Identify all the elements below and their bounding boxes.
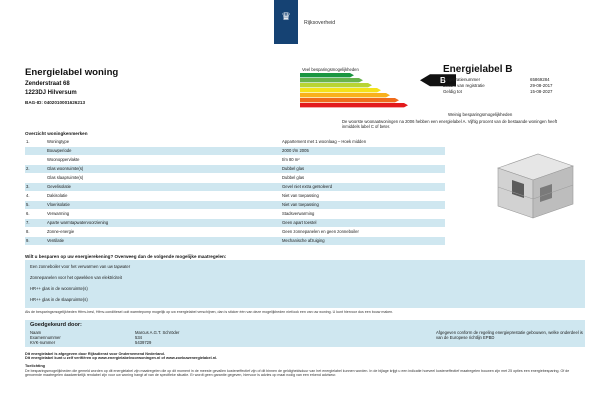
savings-item: HR++ glas in de slaapruimte(s) [30, 297, 88, 302]
meta-value: 65869284 [530, 77, 550, 82]
scale-bar-G [300, 103, 408, 107]
meta-label: Datum van registratie [443, 83, 485, 88]
characteristics-title: Overzicht woningkenmerken [25, 131, 88, 136]
row-value: t/m 80 m² [282, 157, 300, 162]
row-number: 9. [26, 238, 30, 243]
savings-item: Een zonneboiler voor het verwarmen van uw tapwater [30, 264, 131, 269]
row-label: Verwarming [47, 211, 70, 216]
table-row [25, 219, 445, 227]
class-pointer-label: B [440, 76, 446, 86]
row-value: Niet van toepassing [282, 193, 319, 198]
approved-description: Afgegeven conform de regeling energieprestatie gebouwen, welke onderdeel is van de Europese richtlijn EPBD [436, 330, 583, 340]
scale-bar-C [300, 83, 372, 87]
row-number: 5. [26, 202, 30, 207]
meta-value: 29-08-2017 [530, 83, 553, 88]
row-number: 7. [26, 220, 30, 225]
row-label: Glas woonruimte(s) [47, 166, 84, 171]
table-row [25, 210, 445, 218]
row-label: Bouwperiode [47, 148, 72, 153]
table-row [25, 156, 445, 164]
approved-label: Naam [30, 330, 42, 335]
row-label: Dakisolatie [47, 193, 68, 198]
row-label: Woningtype [47, 139, 70, 144]
row-label: Vloerisolatie [47, 202, 70, 207]
table-row [25, 174, 445, 182]
approved-value: 534 [135, 335, 142, 340]
row-value: Stadsverwarming [282, 211, 315, 216]
explanation-text: De besparingsmogelijkheden die gemeld worden op dit energielabel zijn maatregelen die op dit moment in de meeste gevallen kosteneffectief zijn of dit binnen de geldigheidsduur van het energielabel kunnen worden. In de bijlage krijgt u een indicatie hoeveel kosteneffectief maatregelen bouwen zijn met 25 opties een energiebesparing. Of de genoemde maatregelen daadwerkelijk rendabel zijn voor uw woning hangt af van de specifieke situatie. Er wordt geen garantie gegeven, hiervoor is advies op maat nodig van een erkend adviseur. [25, 369, 570, 378]
energy-label-title: Energielabel B [443, 64, 513, 75]
label-note: De woorste woonaatwoningen na 2006 hebben een energielabel A. Vijftig procent van de bestaande woningen heeft inmiddels label C of beter. [342, 119, 558, 129]
scale-bar-E [300, 93, 390, 97]
explanation-title: Toelichting [25, 364, 45, 368]
approved-title: Goedgekeurd door: [30, 322, 82, 328]
table-row [25, 237, 445, 245]
row-number: 6. [26, 211, 30, 216]
table-row [25, 147, 445, 155]
row-value: Gevel niet extra geïsoleerd [282, 184, 333, 189]
row-label: Glas slaapruimte(s) [47, 175, 84, 180]
table-row [25, 228, 445, 236]
row-number: 4. [26, 193, 30, 198]
approved-label: KVK-nummer [30, 340, 56, 345]
row-value: Appartement met 1 woonlaag – Hoek midden [282, 139, 367, 144]
house-illustration [478, 146, 578, 226]
row-number: 3. [26, 184, 30, 189]
row-value: Geen zonnepanelen en geen zonneboiler [282, 229, 359, 234]
meta-label: Geldig tot [443, 89, 462, 94]
scale-bar-F [300, 98, 399, 102]
row-label: Aparte warmtapwatervoorziening [47, 220, 109, 225]
row-number: 8. [26, 229, 30, 234]
address-city: 1223DJ Hilversum [25, 90, 77, 96]
scale-top-label: Veel besparingsmogelijkheden [302, 67, 359, 72]
scale-bar-D [300, 88, 381, 92]
savings-item: Zonnepanelen voor het opwekken van elektriciteit [30, 275, 122, 280]
approved-label: Examennummer [30, 335, 61, 340]
savings-note: Als de besparingsmogelijkheden Hfmv-besl, Hfmv-conditiesel ooit warmtepomp mogelijk op uw energielabel verschijnen, dan is sticker één van deze mogelijkheden niet/ook een van uw woning. U kunt hiervoor dus een bouw maken. [25, 310, 394, 314]
table-row [25, 165, 445, 173]
approved-value: Marcus A.G.T. Schröder [135, 330, 180, 335]
row-label: Gevelisolatie [47, 184, 71, 189]
address-street: Zenderstraat 68 [25, 81, 70, 87]
energy-scale-graphic [300, 73, 460, 113]
savings-item: HR++ glas in de woonruimte(s) [30, 286, 88, 291]
org-name: Rijksoverheid [304, 20, 336, 26]
row-value: Geen apart toestel [282, 220, 317, 225]
bag-id: BAG-ID: 0402010001626213 [25, 100, 86, 105]
table-row [25, 138, 445, 146]
footer-verify: Dit energielabel kunt u zelf verifiëren op www.energielabelvoorwoningen.nl of www.zoekuwenergielabel.nl. [25, 356, 218, 360]
meta-value: 15-08-2027 [530, 89, 553, 94]
table-row [25, 183, 445, 191]
scale-bar-A [300, 73, 354, 77]
page-title: Energielabel woning [25, 67, 119, 78]
approved-value: 5439729 [135, 340, 152, 345]
savings-title: Wilt u besparen op uw energierekening? Overweeg dan de volgende mogelijke maatregelen: [25, 254, 227, 259]
row-number: 2. [26, 166, 30, 171]
footer-issued-by: Dit energielabel is afgegeven door Rijksdienst voor Ondernemend Nederland. [25, 352, 165, 356]
row-value: Dubbel glas [282, 175, 305, 180]
table-row [25, 201, 445, 209]
row-label: Zonne-energie [47, 229, 75, 234]
row-value: Mechanische afzuiging [282, 238, 325, 243]
row-label: Woonoppervlakte [47, 157, 80, 162]
meta-label: Registratienummer [443, 77, 481, 82]
crest-icon: ♛ [281, 11, 291, 23]
row-value: 2000 t/m 2005 [282, 148, 309, 153]
row-label: Ventilatie [47, 238, 64, 243]
row-number: 1. [26, 139, 30, 144]
table-row [25, 192, 445, 200]
row-value: Niet van toepassing [282, 202, 319, 207]
row-value: Dubbel glas [282, 166, 305, 171]
scale-bottom-label: Weinig besparingsmogelijkheden [448, 112, 513, 117]
scale-bar-B [300, 78, 363, 82]
